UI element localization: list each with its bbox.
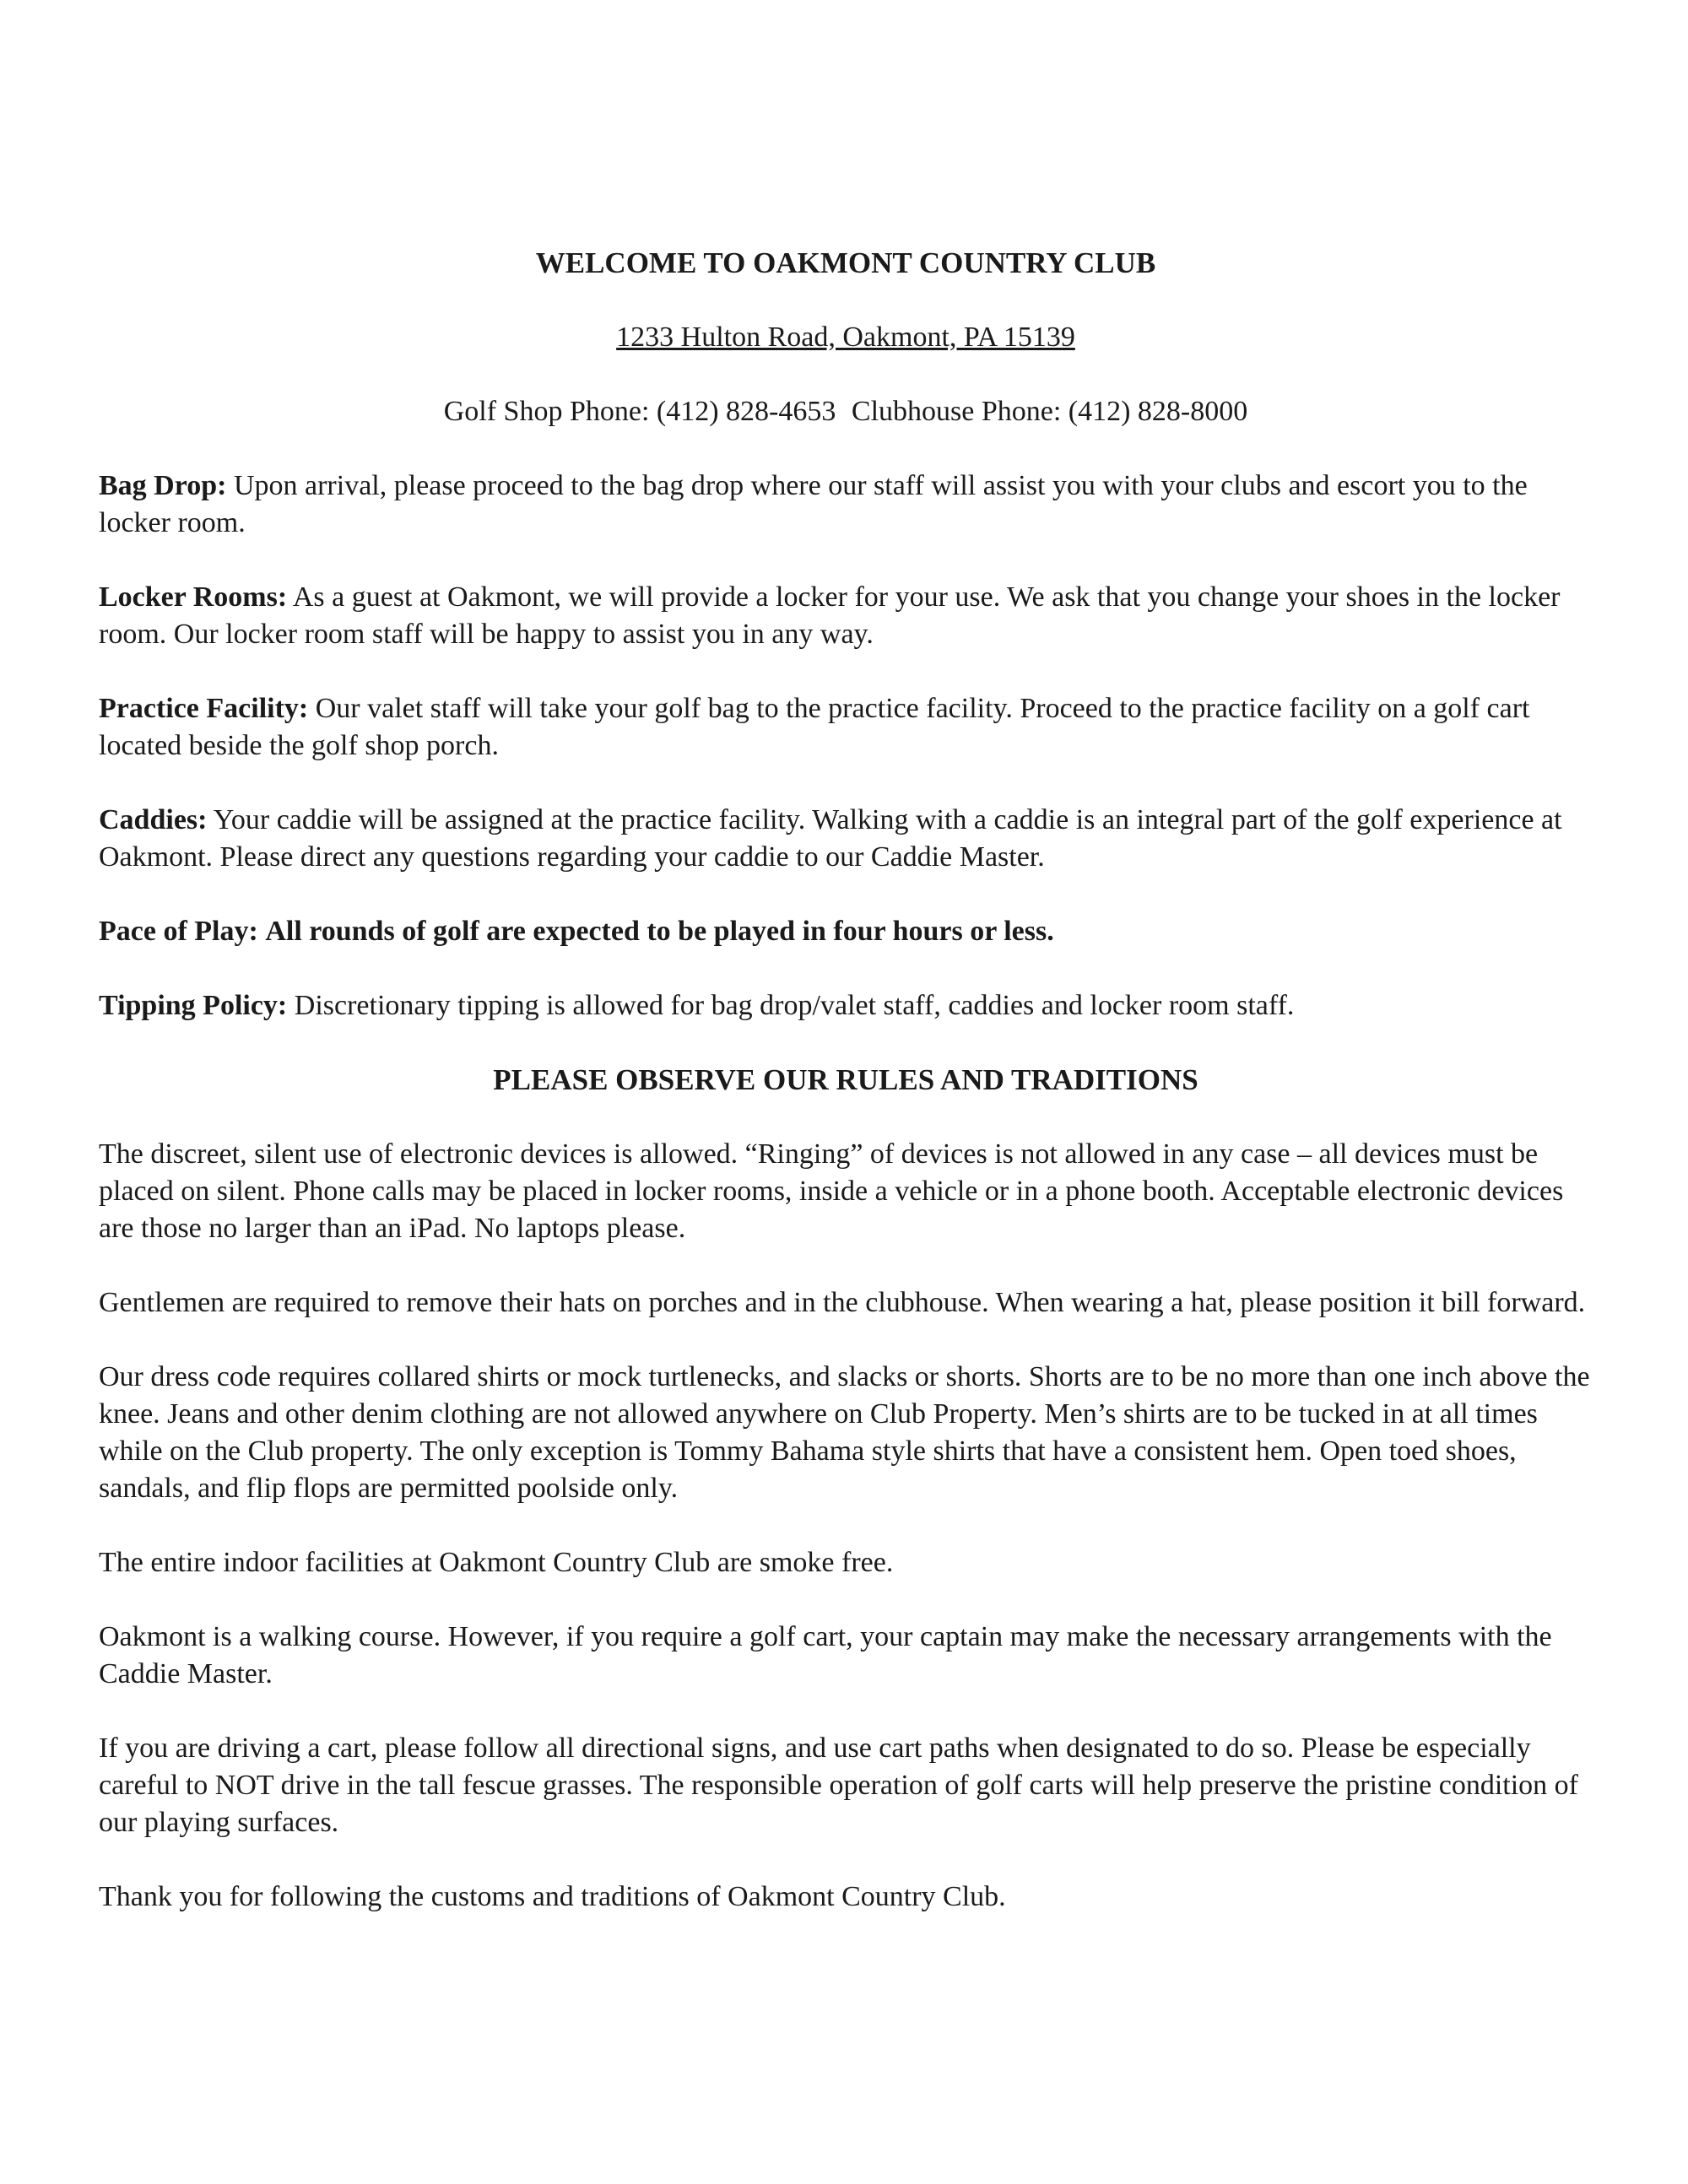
caddies-section [99, 802, 1593, 876]
closing-thank-you: Thank you for following the customs and traditions of Oakmont Country Club. [99, 1881, 1006, 1912]
contact-phones [99, 393, 1593, 430]
rule-paragraph-dress-code: Our dress code requires collared shirts or mock turtlenecks, and slacks or shorts. Shorts are to be no more than one inch above the knee. Jeans and other denim clothing are not allowed anywhere on Club Property. Men’s shirts are to be tucked in at all times while on the Club property. The only exception is Tommy Bahama style shirts that have a consistent hem. Open toed shoes, sandals, and flip flops are permitted poolside only. [99, 1361, 1590, 1504]
clubhouse-phone: Clubhouse Phone: (412) 828-8000 [851, 396, 1248, 427]
bag-drop-label: Bag Drop: [99, 470, 227, 501]
tipping-policy-label: Tipping Policy: [99, 990, 288, 1021]
document-page [99, 245, 1593, 1953]
bag-drop-text: Upon arrival, please proceed to the bag drop where our staff will assist you with your clubs and escort you to the locker room. [99, 470, 1528, 538]
club-address: 1233 Hulton Road, Oakmont, PA 15139 [616, 322, 1075, 353]
practice-facility-text: Our valet staff will take your golf bag to the practice facility. Proceed to the practice facility on a golf cart located beside the golf shop porch. [99, 693, 1530, 761]
rule-paragraph-electronics: The discreet, silent use of electronic devices is allowed. “Ringing” of devices is not allowed in any case – all devices must be placed on silent. Phone calls may be placed in locker rooms, inside a vehicle or in a phone booth. Acceptable electronic devices are those no larger than an iPad. No laptops please. [99, 1138, 1564, 1244]
practice-facility-label: Practice Facility: [99, 693, 309, 724]
caddies-text: Your caddie will be assigned at the practice facility. Walking with a caddie is an integral part of the golf experience at Oakmont. Please direct any questions regarding your caddie to our Caddie Master. [99, 804, 1562, 873]
pace-of-play-section [99, 913, 1593, 950]
rules-heading: PLEASE OBSERVE OUR RULES AND TRADITIONS [493, 1063, 1198, 1096]
document-title: WELCOME TO OAKMONT COUNTRY CLUB [535, 246, 1156, 279]
locker-rooms-label: Locker Rooms: [99, 581, 288, 613]
rule-paragraph-hats: Gentlemen are required to remove their hats on porches and in the clubhouse. When wearing a hat, please position it bill forward. [99, 1287, 1586, 1318]
locker-rooms-section [99, 579, 1593, 653]
practice-facility-section [99, 690, 1593, 765]
golf-shop-phone: Golf Shop Phone: (412) 828-4653 [443, 396, 836, 427]
caddies-label: Caddies: [99, 804, 208, 835]
bag-drop-section [99, 468, 1593, 542]
locker-rooms-text: As a guest at Oakmont, we will provide a locker for your use. We ask that you change your shoes in the locker room. Our locker room staff will be happy to assist you in any way. [99, 581, 1561, 650]
tipping-policy-section [99, 987, 1593, 1024]
tipping-policy-text: Discretionary tipping is allowed for bag drop/valet staff, caddies and locker room staff. [294, 990, 1295, 1021]
rule-paragraph-walking-course: Oakmont is a walking course. However, if you require a golf cart, your captain may make the necessary arrangements with the Caddie Master. [99, 1621, 1552, 1689]
rule-paragraph-smoke-free: The entire indoor facilities at Oakmont Country Club are smoke free. [99, 1547, 894, 1578]
pace-of-play-label: Pace of Play: [99, 916, 258, 947]
rule-paragraph-cart-driving: If you are driving a cart, please follow all directional signs, and use cart paths when designated to do so. Please be especially careful to NOT drive in the tall fescue grasses. The responsible operation of golf carts will help preserve the pristine condition of our playing surfaces. [99, 1733, 1578, 1838]
pace-of-play-text: All rounds of golf are expected to be played in four hours or less. [265, 916, 1054, 947]
